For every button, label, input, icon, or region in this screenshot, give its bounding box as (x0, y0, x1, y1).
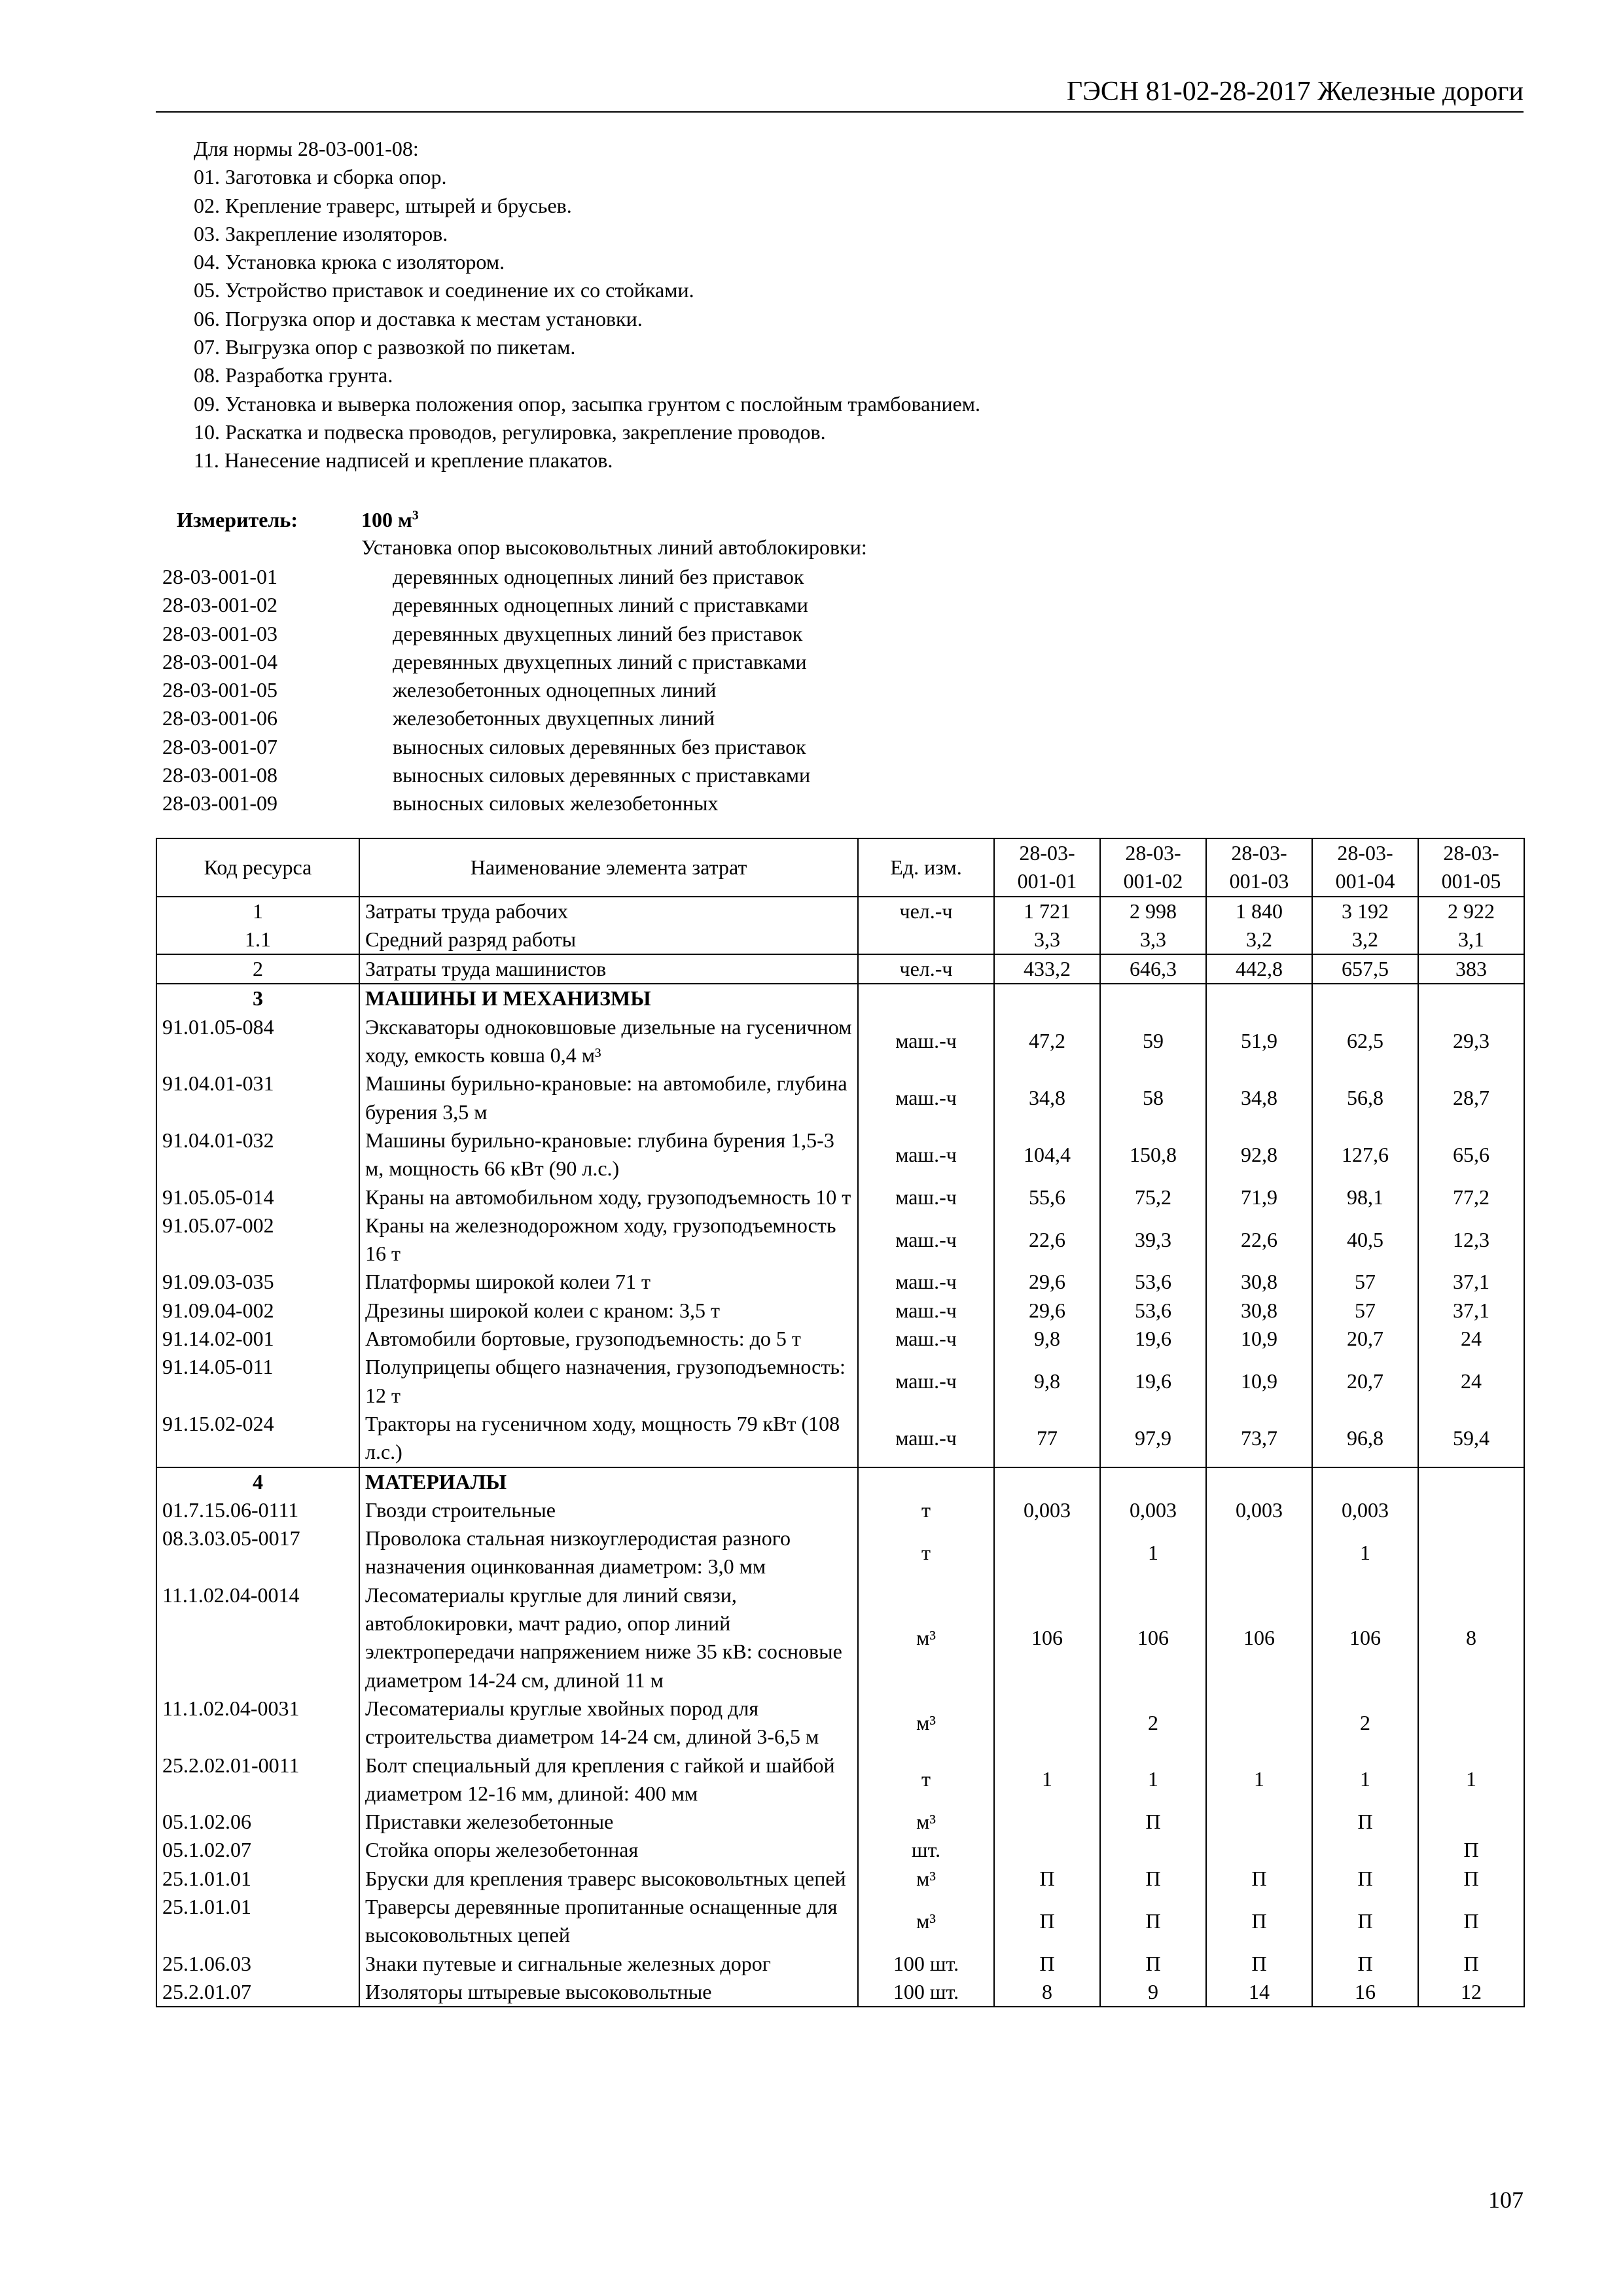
cell-value: 53,6 (1100, 1268, 1206, 1296)
cell-value: 77,2 (1418, 1183, 1524, 1211)
header-col: 28-03- 001-04 (1312, 838, 1418, 897)
cell-value: 16 (1312, 1978, 1418, 2007)
cell-code: 05.1.02.06 (156, 1808, 359, 1836)
table-row (156, 1183, 1524, 1211)
cell-code: 3 (156, 984, 359, 1013)
operation-item: 03. Закрепление изоляторов. (194, 221, 448, 245)
cell-unit: м³ (858, 1808, 994, 1836)
cell-value: 3 192 (1312, 897, 1418, 925)
norm-desc: деревянных одноцепных линий без приставок (393, 565, 804, 588)
cell-value: 1 (1312, 1751, 1418, 1808)
cell-value: 657,5 (1312, 954, 1418, 984)
cell-value: 24 (1418, 1325, 1524, 1353)
header-code: Код ресурса (156, 838, 359, 897)
operation-item: 06. Погрузка опор и доставка к местам установки. (194, 306, 643, 331)
cell-value (1418, 1524, 1524, 1581)
cell-unit: 100 шт. (858, 1978, 994, 2007)
cell-value: 106 (1312, 1581, 1418, 1695)
cell-value (1206, 1836, 1312, 1864)
cell-value: 383 (1418, 954, 1524, 984)
norm-desc: железобетонных одноцепных линий (393, 678, 717, 702)
norm-code: 28-03-001-09 (162, 791, 277, 816)
cell-code: 11.1.02.04-0014 (156, 1581, 359, 1695)
cell-name: Болт специальный для крепления с гайкой и шайбой диаметром 12-16 мм, длиной: 400 мм (359, 1751, 858, 1808)
cell-unit: маш.-ч (858, 1069, 994, 1126)
operation-item: 01. Заготовка и сборка опор. (194, 165, 447, 189)
cell-value: 106 (994, 1581, 1100, 1695)
cell-name: Затраты труда машинистов (359, 954, 858, 984)
table-row (156, 1893, 1524, 1950)
cell-code: 2 (156, 954, 359, 984)
header-col: 28-03- 001-01 (994, 838, 1100, 897)
cell-value: 73,7 (1206, 1410, 1312, 1467)
cell-name: МАШИНЫ И МЕХАНИЗМЫ (359, 984, 858, 1013)
norm-code: 28-03-001-02 (162, 593, 277, 617)
cell-value: 58 (1100, 1069, 1206, 1126)
cell-name: Краны на железнодорожном ходу, грузоподъемность 16 т (359, 1211, 858, 1268)
cell-value: 65,6 (1418, 1126, 1524, 1183)
cell-value: 28,7 (1418, 1069, 1524, 1126)
cell-value: 0,003 (1312, 1496, 1418, 1524)
cell-value: 0,003 (1100, 1496, 1206, 1524)
table-row (156, 1353, 1524, 1410)
cell-value (1206, 1467, 1312, 1496)
cell-value: 51,9 (1206, 1013, 1312, 1070)
header-name: Наименование элемента затрат (359, 838, 858, 897)
cell-value: П (994, 1950, 1100, 1978)
cell-code: 25.1.06.03 (156, 1950, 359, 1978)
table-row (156, 897, 1524, 925)
cell-value: 646,3 (1100, 954, 1206, 984)
table-row (156, 1268, 1524, 1296)
cell-value (994, 1836, 1100, 1864)
cell-value: 8 (994, 1978, 1100, 2007)
table-row (156, 1496, 1524, 1524)
cell-name: Краны на автомобильном ходу, грузоподъемность 10 т (359, 1183, 858, 1211)
cell-value: П (1100, 1865, 1206, 1893)
cell-value: 1 (1312, 1524, 1418, 1581)
header-col: 28-03- 001-02 (1100, 838, 1206, 897)
norm-code: 28-03-001-01 (162, 565, 277, 588)
cell-value: 57 (1312, 1268, 1418, 1296)
cell-value: 20,7 (1312, 1353, 1418, 1410)
cell-value: 1 721 (994, 897, 1100, 925)
table-row (156, 1211, 1524, 1268)
cell-unit: маш.-ч (858, 1410, 994, 1467)
cell-value: 47,2 (994, 1013, 1100, 1070)
cell-unit: м³ (858, 1695, 994, 1751)
cell-value: П (1418, 1950, 1524, 1978)
table-row (156, 1978, 1524, 2007)
table-row (156, 1581, 1524, 1695)
cell-code: 91.09.03-035 (156, 1268, 359, 1296)
cell-value: 1 840 (1206, 897, 1312, 925)
cell-name: Экскаваторы одноковшовые дизельные на гусеничном ходу, емкость ковша 0,4 м³ (359, 1013, 858, 1070)
cell-value: 53,6 (1100, 1297, 1206, 1325)
operation-item: 07. Выгрузка опор с развозкой по пикетам. (194, 335, 576, 359)
cell-value: 442,8 (1206, 954, 1312, 984)
cell-value: 2 (1312, 1695, 1418, 1751)
cell-unit: маш.-ч (858, 1183, 994, 1211)
cell-value: 2 922 (1418, 897, 1524, 925)
header-col: 28-03- 001-05 (1418, 838, 1524, 897)
cell-value: 104,4 (994, 1126, 1100, 1183)
cell-value: 0,003 (994, 1496, 1100, 1524)
cell-name: Гвозди строительные (359, 1496, 858, 1524)
cell-value (994, 984, 1100, 1013)
cell-unit: м³ (858, 1865, 994, 1893)
cell-code: 25.2.01.07 (156, 1978, 359, 2007)
cell-value: 75,2 (1100, 1183, 1206, 1211)
cell-value (1100, 1467, 1206, 1496)
norm-desc: деревянных двухцепных линий с приставками (393, 649, 807, 673)
meter-label: Измеритель: (177, 508, 298, 531)
cell-value (994, 1524, 1100, 1581)
cell-value: П (1312, 1865, 1418, 1893)
table-row (156, 954, 1524, 984)
cell-value: П (1418, 1865, 1524, 1893)
cell-value: П (1100, 1808, 1206, 1836)
cell-value: П (994, 1893, 1100, 1950)
table-row (156, 1695, 1524, 1751)
cell-value: 24 (1418, 1353, 1524, 1410)
cell-name: Средний разряд работы (359, 925, 858, 954)
operation-item: 11. Нанесение надписей и крепление плакатов. (194, 448, 613, 473)
cell-unit: маш.-ч (858, 1013, 994, 1070)
cell-name: Стойка опоры железобетонная (359, 1836, 858, 1864)
cell-code: 25.1.01.01 (156, 1893, 359, 1950)
cell-code: 91.05.07-002 (156, 1211, 359, 1268)
cell-value: 62,5 (1312, 1013, 1418, 1070)
cell-unit (858, 1467, 994, 1496)
cell-value: П (1312, 1950, 1418, 1978)
cell-value: 92,8 (1206, 1126, 1312, 1183)
cell-unit: маш.-ч (858, 1126, 994, 1183)
cell-value (1312, 1467, 1418, 1496)
cell-value: 19,6 (1100, 1325, 1206, 1353)
table-body (156, 897, 1524, 2007)
cell-unit: шт. (858, 1836, 994, 1864)
resource-table (156, 838, 1525, 2007)
cell-value: 77 (994, 1410, 1100, 1467)
cell-code: 91.15.02-024 (156, 1410, 359, 1467)
cell-value: 3,2 (1206, 925, 1312, 954)
cell-value: П (1418, 1893, 1524, 1950)
table-row (156, 1297, 1524, 1325)
cell-name: Дрезины широкой колеи с краном: 3,5 т (359, 1297, 858, 1325)
cell-code: 91.14.02-001 (156, 1325, 359, 1353)
cell-value: 19,6 (1100, 1353, 1206, 1410)
cell-value: 106 (1100, 1581, 1206, 1695)
cell-code: 91.04.01-031 (156, 1069, 359, 1126)
cell-value: 59,4 (1418, 1410, 1524, 1467)
cell-unit: маш.-ч (858, 1211, 994, 1268)
cell-value (1418, 1496, 1524, 1524)
cell-value: 55,6 (994, 1183, 1100, 1211)
cell-unit: м³ (858, 1893, 994, 1950)
table-row (156, 1524, 1524, 1581)
cell-code: 91.05.05-014 (156, 1183, 359, 1211)
cell-value: 22,6 (1206, 1211, 1312, 1268)
cell-name: Лесоматериалы круглые для линий связи, автоблокировки, мачт радио, опор линий электропередачи напряжением ниже 35 кВ: сосновые диаметром 14-24 см, длиной 11 м (359, 1581, 858, 1695)
cell-value: 8 (1418, 1581, 1524, 1695)
cell-code: 91.14.05-011 (156, 1353, 359, 1410)
cell-value: 10,9 (1206, 1353, 1312, 1410)
table-row (156, 1126, 1524, 1183)
norm-desc: выносных силовых железобетонных (393, 791, 719, 816)
install-title: Установка опор высоковольтных линий автоблокировки: (361, 535, 867, 559)
cell-value: 71,9 (1206, 1183, 1312, 1211)
cell-value: 3,2 (1312, 925, 1418, 954)
cell-value: 433,2 (994, 954, 1100, 984)
norm-desc: выносных силовых деревянных с приставками (393, 763, 811, 787)
cell-value: 30,8 (1206, 1268, 1312, 1296)
cell-value: 12 (1418, 1978, 1524, 2007)
cell-value: 30,8 (1206, 1297, 1312, 1325)
cell-value: 96,8 (1312, 1410, 1418, 1467)
cell-value: 10,9 (1206, 1325, 1312, 1353)
cell-value: 0,003 (1206, 1496, 1312, 1524)
norm-desc: железобетонных двухцепных линий (393, 706, 715, 730)
cell-code: 91.01.05-084 (156, 1013, 359, 1070)
cell-code: 08.3.03.05-0017 (156, 1524, 359, 1581)
cell-value: 20,7 (1312, 1325, 1418, 1353)
cell-unit: чел.-ч (858, 954, 994, 984)
cell-value: 29,6 (994, 1297, 1100, 1325)
cell-code: 25.1.01.01 (156, 1865, 359, 1893)
operation-item: 05. Устройство приставок и соединение их со стойками. (194, 278, 694, 302)
cell-value (1206, 1808, 1312, 1836)
cell-name: Затраты труда рабочих (359, 897, 858, 925)
cell-value (1100, 1836, 1206, 1864)
cell-unit: маш.-ч (858, 1353, 994, 1410)
table-row (156, 1751, 1524, 1808)
cell-value (1206, 984, 1312, 1013)
operation-item: 09. Установка и выверка положения опор, засыпка грунтом с послойным трамбованием. (194, 391, 981, 416)
cell-value: П (1100, 1893, 1206, 1950)
cell-value: 1 (1418, 1751, 1524, 1808)
table-row (156, 925, 1524, 954)
cell-value: 127,6 (1312, 1126, 1418, 1183)
cell-value (1418, 1808, 1524, 1836)
cell-unit: маш.-ч (858, 1268, 994, 1296)
cell-value: П (1206, 1865, 1312, 1893)
cell-unit: т (858, 1524, 994, 1581)
cell-value (1206, 1695, 1312, 1751)
cell-value: 106 (1206, 1581, 1312, 1695)
table-header-row (156, 838, 1524, 897)
cell-value: П (1206, 1950, 1312, 1978)
cell-code: 4 (156, 1467, 359, 1496)
cell-unit (858, 984, 994, 1013)
cell-value: 12,3 (1418, 1211, 1524, 1268)
norm-code: 28-03-001-06 (162, 706, 277, 730)
page-header (156, 72, 1524, 113)
document-title: ГЭСН 81-02-28-2017 Железные дороги (1066, 77, 1524, 107)
cell-code: 91.09.04-002 (156, 1297, 359, 1325)
operations-list (194, 135, 980, 475)
table-row (156, 1950, 1524, 1978)
cell-value: П (1100, 1950, 1206, 1978)
cell-code: 11.1.02.04-0031 (156, 1695, 359, 1751)
cell-name: Изоляторы штыревые высоковольтные (359, 1978, 858, 2007)
cell-name: Автомобили бортовые, грузоподъемность: до 5 т (359, 1325, 858, 1353)
cell-unit: чел.-ч (858, 897, 994, 925)
cell-value: 98,1 (1312, 1183, 1418, 1211)
cell-value: 34,8 (1206, 1069, 1312, 1126)
table-row (156, 1836, 1524, 1864)
cell-value: 34,8 (994, 1069, 1100, 1126)
cell-value (1418, 1695, 1524, 1751)
norm-desc: выносных силовых деревянных без приставок (393, 734, 806, 759)
cell-value: 56,8 (1312, 1069, 1418, 1126)
cell-code: 1 (156, 897, 359, 925)
cell-value: 3,3 (1100, 925, 1206, 954)
cell-name: Бруски для крепления траверс высоковольтных цепей (359, 1865, 858, 1893)
page-number: 107 (1488, 2187, 1524, 2213)
cell-code: 01.7.15.06-0111 (156, 1496, 359, 1524)
cell-name: Машины бурильно-крановые: на автомобиле, глубина бурения 3,5 м (359, 1069, 858, 1126)
table-row (156, 1013, 1524, 1070)
cell-value: П (1312, 1893, 1418, 1950)
cell-value (994, 1695, 1100, 1751)
cell-value: 2 (1100, 1695, 1206, 1751)
cell-value: 57 (1312, 1297, 1418, 1325)
cell-unit: 100 шт. (858, 1950, 994, 1978)
cell-value (1418, 984, 1524, 1013)
cell-value: П (1312, 1808, 1418, 1836)
operation-item: 04. Установка крюка с изолятором. (194, 250, 505, 274)
norm-desc: деревянных одноцепных линий с приставками (393, 593, 808, 617)
cell-code: 25.2.02.01-0011 (156, 1751, 359, 1808)
cell-value (1100, 984, 1206, 1013)
cell-name: Проволока стальная низкоуглеродистая разного назначения оцинкованная диаметром: 3,0 мм (359, 1524, 858, 1581)
norm-code: 28-03-001-03 (162, 621, 277, 645)
table-row (156, 1069, 1524, 1126)
cell-value: 37,1 (1418, 1297, 1524, 1325)
cell-name: Платформы широкой колеи 71 т (359, 1268, 858, 1296)
cell-value: 1 (1100, 1751, 1206, 1808)
cell-value: 14 (1206, 1978, 1312, 2007)
cell-name: Тракторы на гусеничном ходу, мощность 79 кВт (108 л.с.) (359, 1410, 858, 1467)
table-row (156, 1808, 1524, 1836)
cell-value: 40,5 (1312, 1211, 1418, 1268)
cell-value: П (1206, 1893, 1312, 1950)
cell-value: 2 998 (1100, 897, 1206, 925)
cell-value (994, 1808, 1100, 1836)
norm-code: 28-03-001-07 (162, 734, 277, 759)
cell-unit (858, 925, 994, 954)
norm-desc: деревянных двухцепных линий без приставок (393, 621, 803, 645)
cell-value: 9 (1100, 1978, 1206, 2007)
cell-value: 1 (1100, 1524, 1206, 1581)
cell-name: Приставки железобетонные (359, 1808, 858, 1836)
cell-value: 1 (1206, 1751, 1312, 1808)
cell-value (1206, 1524, 1312, 1581)
table-row (156, 1325, 1524, 1353)
operation-item: 02. Крепление траверс, штырей и брусьев. (194, 193, 572, 217)
table-row (156, 1467, 1524, 1496)
operation-item: 10. Раскатка и подвеска проводов, регулировка, закрепление проводов. (194, 420, 826, 444)
table-row (156, 984, 1524, 1013)
operations-title: Для нормы 28-03-001-08: (194, 137, 419, 160)
cell-unit: т (858, 1751, 994, 1808)
cell-value: 150,8 (1100, 1126, 1206, 1183)
cell-value: 29,6 (994, 1268, 1100, 1296)
operation-item: 08. Разработка грунта. (194, 363, 393, 387)
cell-unit: м³ (858, 1581, 994, 1695)
cell-value (1312, 984, 1418, 1013)
cell-unit: маш.-ч (858, 1325, 994, 1353)
cell-name: Лесоматериалы круглые хвойных пород для строительства диаметром 14-24 см, длиной 3-6,5 м (359, 1695, 858, 1751)
cell-value: 29,3 (1418, 1013, 1524, 1070)
cell-unit: т (858, 1496, 994, 1524)
cell-value: 3,1 (1418, 925, 1524, 954)
cell-code: 05.1.02.07 (156, 1836, 359, 1864)
cell-name: Полуприцепы общего назначения, грузоподъемность: 12 т (359, 1353, 858, 1410)
cell-code: 1.1 (156, 925, 359, 954)
cell-code: 91.04.01-032 (156, 1126, 359, 1183)
norm-code: 28-03-001-05 (162, 678, 277, 702)
cell-value: 97,9 (1100, 1410, 1206, 1467)
cell-value: П (994, 1865, 1100, 1893)
cell-value (994, 1467, 1100, 1496)
norm-code: 28-03-001-08 (162, 763, 277, 787)
cell-value: П (1418, 1836, 1524, 1864)
cell-value: 37,1 (1418, 1268, 1524, 1296)
cell-value: 39,3 (1100, 1211, 1206, 1268)
cell-name: МАТЕРИАЛЫ (359, 1467, 858, 1496)
cell-name: Машины бурильно-крановые: глубина бурения 1,5-3 м, мощность 66 кВт (90 л.с.) (359, 1126, 858, 1183)
cell-value (1418, 1467, 1524, 1496)
norm-code: 28-03-001-04 (162, 649, 277, 673)
cell-value: 9,8 (994, 1353, 1100, 1410)
header-col: 28-03- 001-03 (1206, 838, 1312, 897)
table-row (156, 1410, 1524, 1467)
cell-name: Знаки путевые и сигнальные железных дорог (359, 1950, 858, 1978)
cell-value (1312, 1836, 1418, 1864)
cell-value: 22,6 (994, 1211, 1100, 1268)
table-row (156, 1865, 1524, 1893)
cell-value: 59 (1100, 1013, 1206, 1070)
cell-value: 3,3 (994, 925, 1100, 954)
meter-value: 100 $м^3$ (361, 508, 419, 531)
cell-value: 9,8 (994, 1325, 1100, 1353)
header-unit: Ед. изм. (858, 838, 994, 897)
cell-value: 1 (994, 1751, 1100, 1808)
cell-unit: маш.-ч (858, 1297, 994, 1325)
cell-name: Траверсы деревянные пропитанные оснащенные для высоковольтных цепей (359, 1893, 858, 1950)
